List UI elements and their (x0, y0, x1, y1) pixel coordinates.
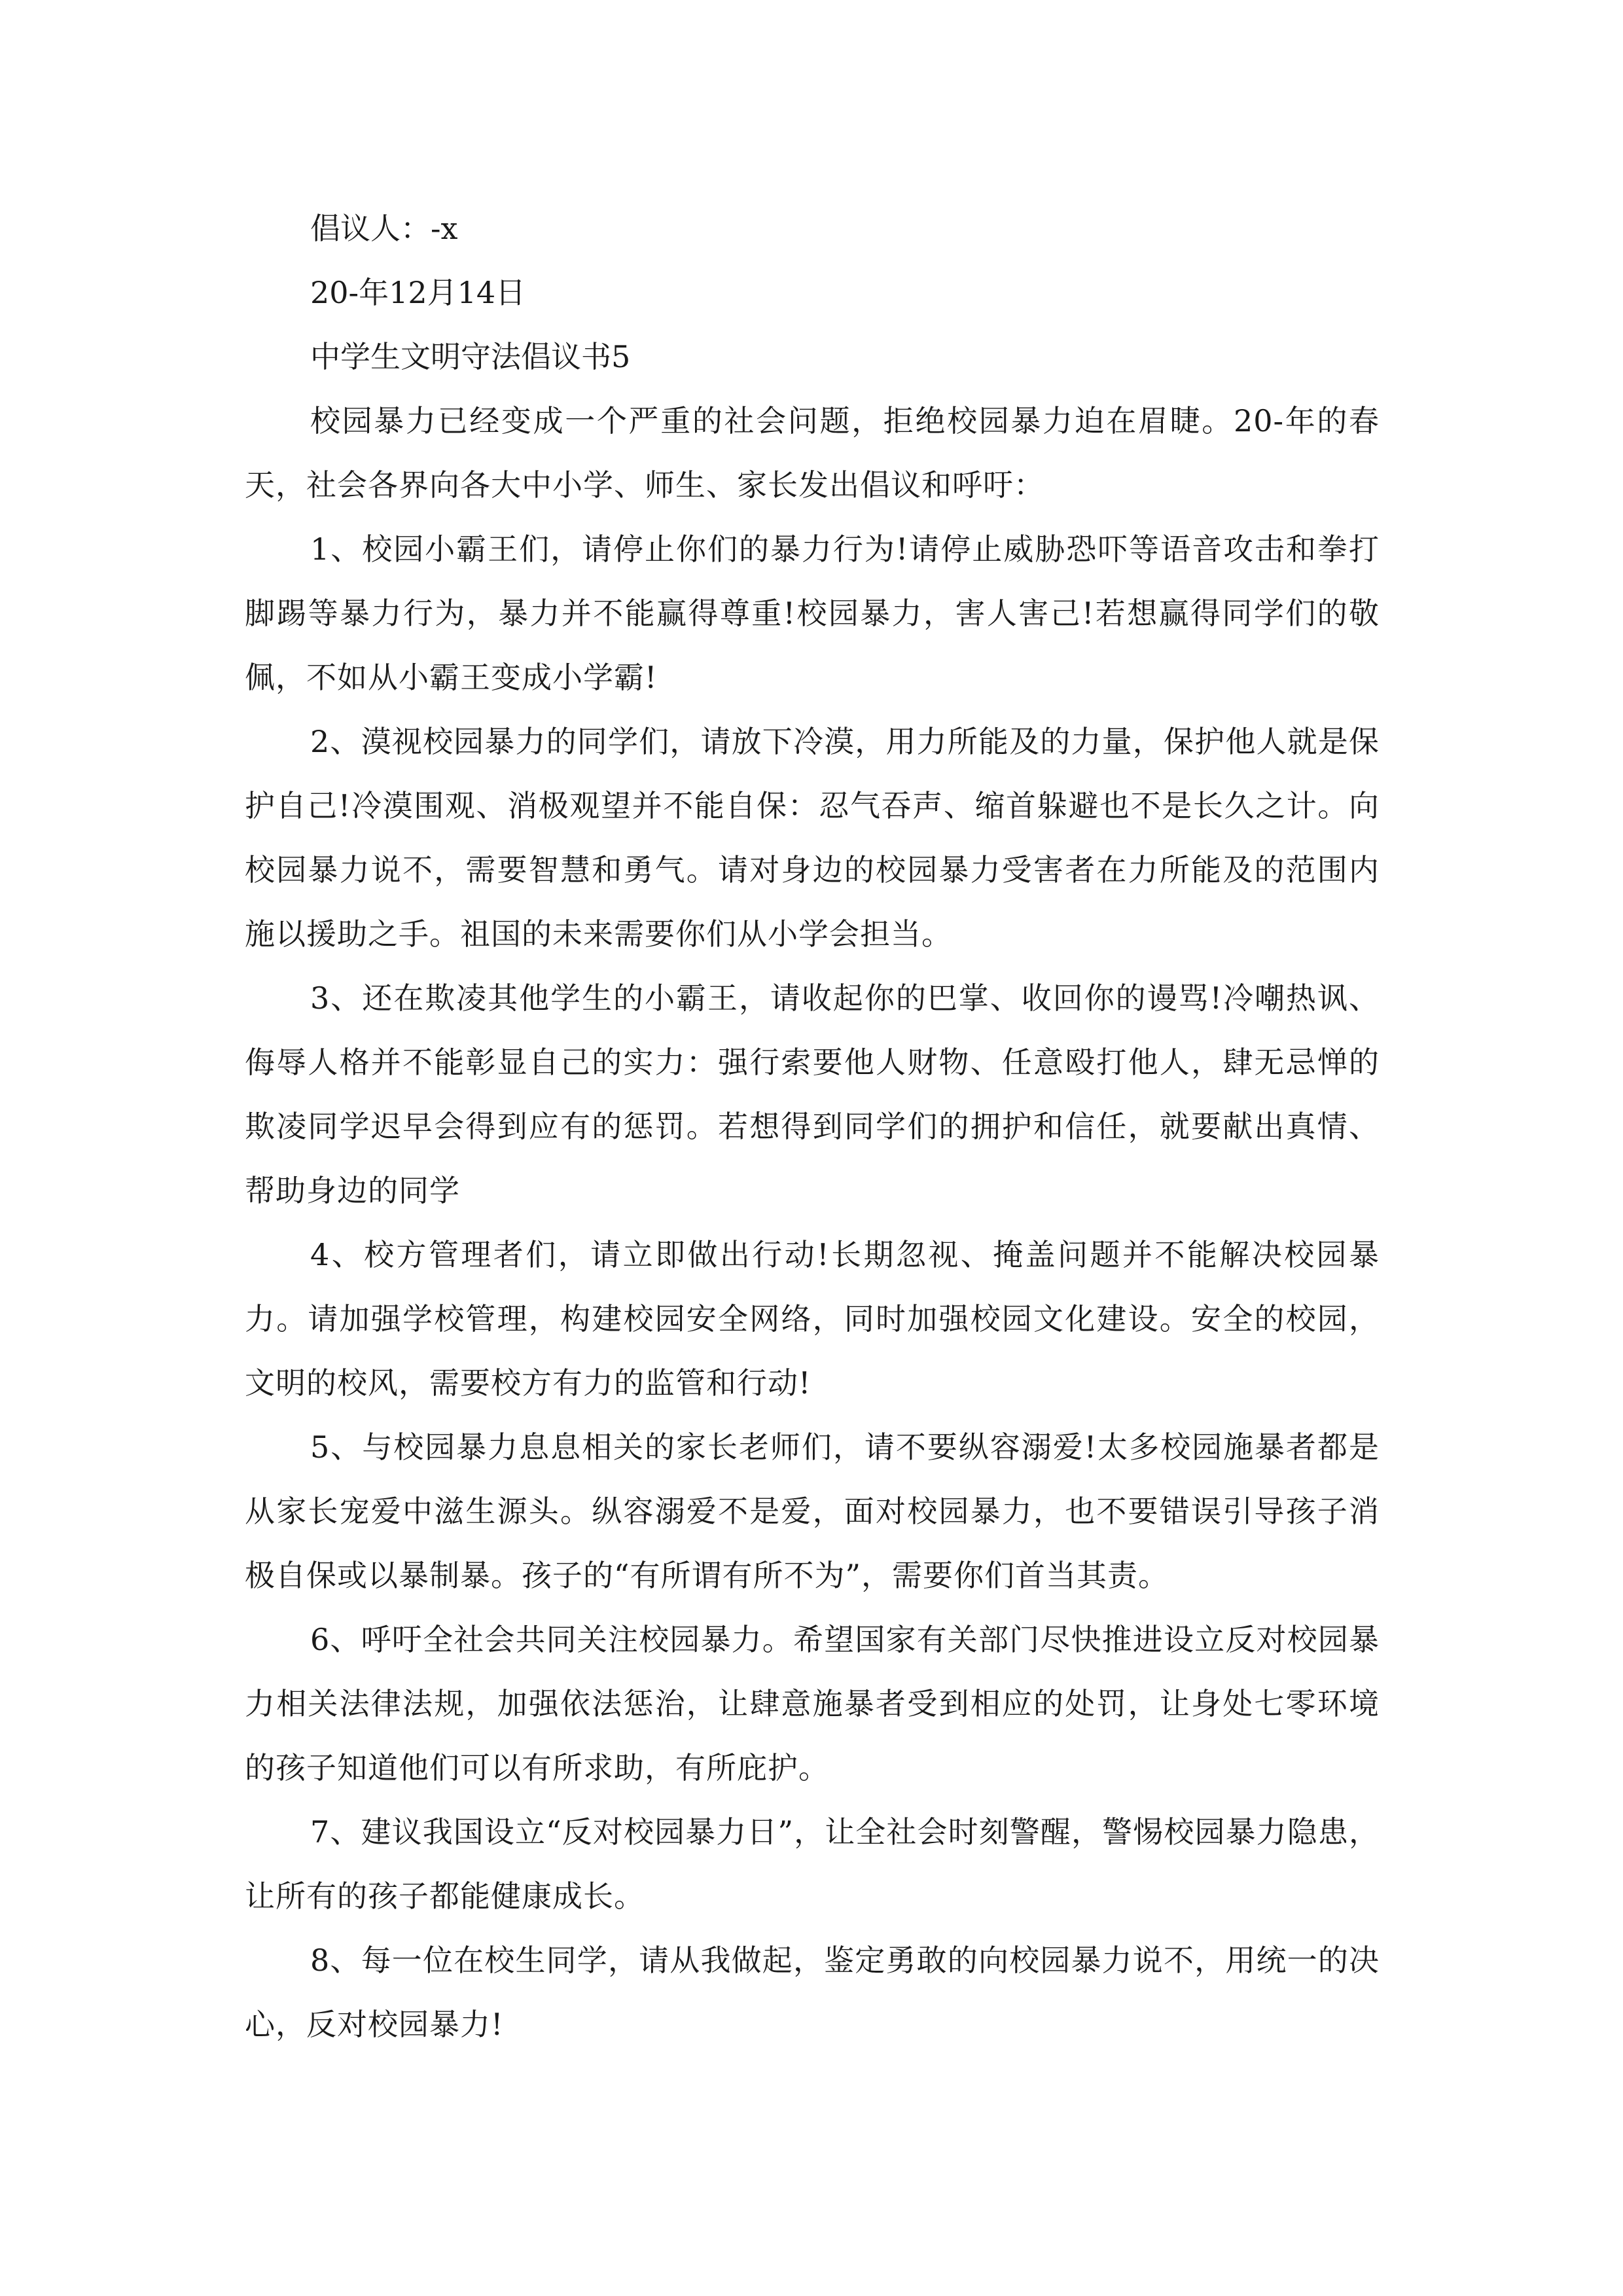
proposer-line: 倡议人：-x (310, 211, 458, 246)
date-line: 20-年12月14日 (310, 275, 526, 310)
section-title: 中学生文明守法倡议书5 (310, 339, 631, 374)
document-body (245, 196, 1380, 2056)
paragraph: 校园暴力已经变成一个严重的社会问题，拒绝校园暴力迫在眉睫。20-年的春天，社会各界向各大中小学、师生、家长发出倡议和呼吁： (245, 403, 1380, 503)
paragraph: 4、校方管理者们，请立即做出行动!长期忽视、掩盖问题并不能解决校园暴力。请加强学校管理，构建校园安全网络，同时加强校园文化建设。安全的校园，文明的校风，需要校方有力的监管和行动! (245, 1237, 1380, 1401)
paragraph: 7、建议我国设立“反对校园暴力日”，让全社会时刻警醒，警惕校园暴力隐患，让所有的孩子都能健康成长。 (245, 1814, 1380, 1914)
paragraph: 3、还在欺凌其他学生的小霸王，请收起你的巴掌、收回你的谩骂!冷嘲热讽、侮辱人格并不能彰显自己的实力：强行索要他人财物、任意殴打他人，肆无忌惮的欺凌同学迟早会得到应有的惩罚。若想得到同学们的拥护和信任，就要献出真情、帮助身边的同学 (245, 980, 1380, 1208)
paragraph: 8、每一位在校生同学，请从我做起，鉴定勇敢的向校园暴力说不，用统一的决心，反对校园暴力! (245, 1943, 1380, 2042)
paragraph: 5、与校园暴力息息相关的家长老师们，请不要纵容溺爱!太多校园施暴者都是从家长宠爱中滋生源头。纵容溺爱不是爱，面对校园暴力，也不要错误引导孩子消极自保或以暴制暴。孩子的“有所谓有所不为”，需要你们首当其责。 (245, 1429, 1380, 1593)
paragraph: 1、校园小霸王们，请停止你们的暴力行为!请停止威胁恐吓等语音攻击和拳打脚踢等暴力行为，暴力并不能赢得尊重!校园暴力，害人害己!若想赢得同学们的敬佩，不如从小霸王变成小学霸! (245, 531, 1380, 695)
paragraph: 2、漠视校园暴力的同学们，请放下冷漠，用力所能及的力量，保护他人就是保护自己!冷漠围观、消极观望并不能自保：忍气吞声、缩首躲避也不是长久之计。向校园暴力说不，需要智慧和勇气。请对身边的校园暴力受害者在力所能及的范围内施以援助之手。祖国的未来需要你们从小学会担当。 (245, 724, 1380, 952)
paragraph: 6、呼吁全社会共同关注校园暴力。希望国家有关部门尽快推进设立反对校园暴力相关法律法规，加强依法惩治，让肆意施暴者受到相应的处罚，让身处七零环境的孩子知道他们可以有所求助，有所庇护。 (245, 1622, 1380, 1785)
